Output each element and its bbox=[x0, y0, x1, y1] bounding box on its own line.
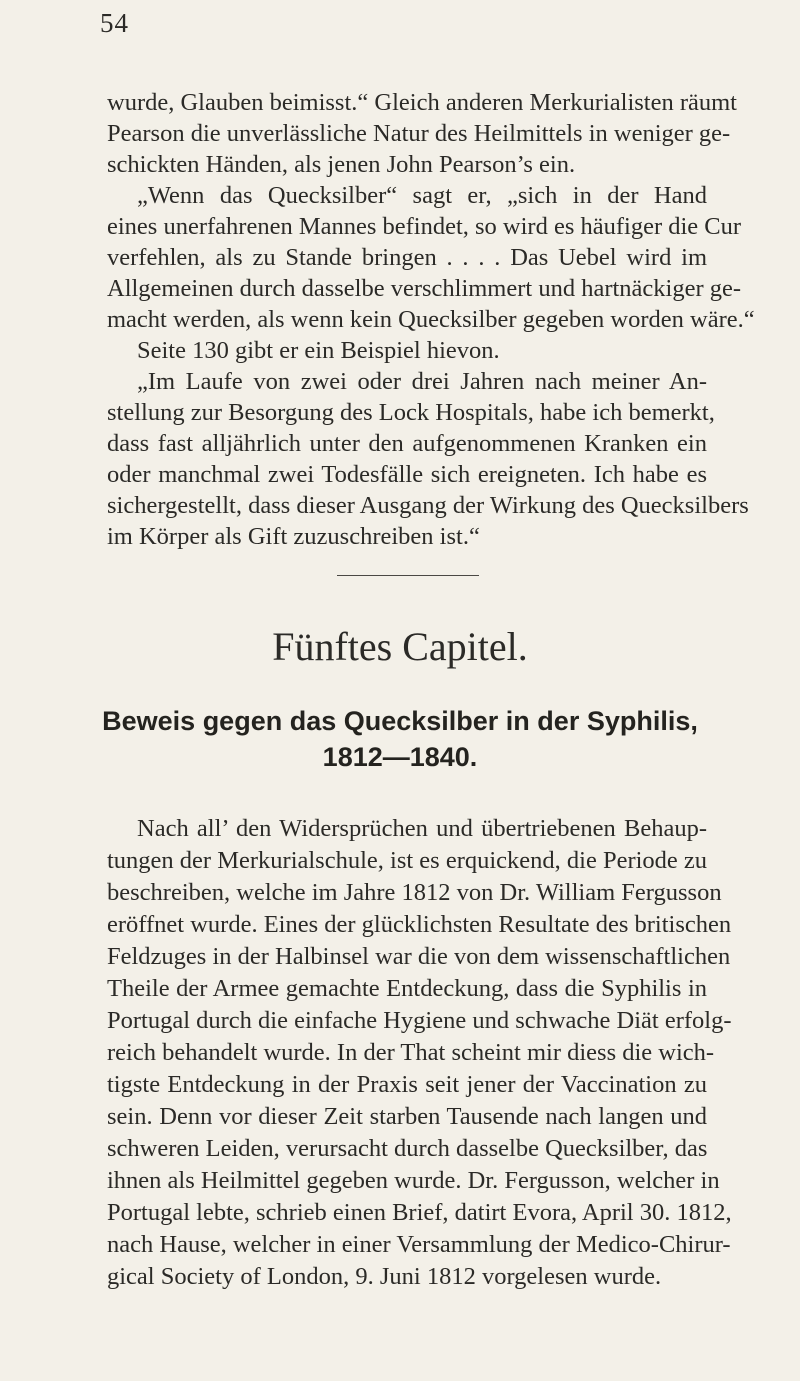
text-line: macht werden, als wenn kein Quecksilber gegeben worden wäre.“ bbox=[107, 306, 755, 333]
text-line: verfehlen, als zu Stande bringen . . . . Das Uebel wird im bbox=[107, 244, 707, 271]
page-number: 54 bbox=[100, 8, 129, 38]
chapter-title: Fünftes Capitel. bbox=[272, 624, 528, 669]
text-line: sein. Denn vor dieser Zeit starben Tausende nach langen und bbox=[107, 1103, 707, 1130]
text-line: schickten Händen, als jenen John Pearson’s ein. bbox=[107, 151, 576, 178]
text-line: ihnen als Heilmittel gegeben wurde. Dr. Fergusson, welcher in bbox=[107, 1167, 720, 1194]
text-line: Nach all’ den Widersprüchen und übertriebenen Behaup- bbox=[137, 815, 707, 842]
text-line: Portugal lebte, schrieb einen Brief, datirt Evora, April 30. 1812, bbox=[107, 1199, 732, 1226]
text-line: sichergestellt, dass dieser Ausgang der Wirkung des Quecksilbers bbox=[107, 492, 749, 519]
text-line: tigste Entdeckung in der Praxis seit jener der Vaccination zu bbox=[107, 1071, 707, 1098]
text-line: oder manchmal zwei Todesfälle sich ereigneten. Ich habe es bbox=[107, 461, 707, 488]
text-line: Portugal durch die einfache Hygiene und schwache Diät erfolg- bbox=[107, 1007, 732, 1034]
text-line: Theile der Armee gemachte Entdeckung, dass die Syphilis in bbox=[107, 975, 707, 1002]
text-line: reich behandelt wurde. In der That scheint mir diess die wich- bbox=[107, 1039, 715, 1066]
text-line: im Körper als Gift zuzuschreiben ist.“ bbox=[107, 523, 480, 550]
text-line: wurde, Glauben beimisst.“ Gleich anderen Merkurialisten räumt bbox=[107, 89, 737, 116]
section-heading-years: 1812—1840. bbox=[322, 742, 478, 772]
text-line: Allgemeinen durch dasselbe verschlimmert und hartnäckiger ge- bbox=[107, 275, 742, 302]
section-heading: Beweis gegen das Quecksilber in der Syphilis, bbox=[102, 706, 698, 736]
text-line: gical Society of London, 9. Juni 1812 vorgelesen wurde. bbox=[107, 1263, 662, 1290]
section-divider bbox=[337, 575, 479, 576]
text-line: Pearson die unverlässliche Natur des Heilmittels in weniger ge- bbox=[107, 120, 731, 147]
text-line: schweren Leiden, verursacht durch dasselbe Quecksilber, das bbox=[107, 1135, 708, 1162]
text-line: Seite 130 gibt er ein Beispiel hievon. bbox=[137, 337, 500, 364]
text-line: „Wenn das Quecksilber“ sagt er, „sich in der Hand bbox=[137, 182, 707, 209]
text-line: Feldzuges in der Halbinsel war die von dem wissenschaftlichen bbox=[107, 943, 731, 970]
text-line: nach Hause, welcher in einer Versammlung der Medico-Chirur- bbox=[107, 1231, 731, 1258]
text-line: stellung zur Besorgung des Lock Hospitals, habe ich bemerkt, bbox=[107, 399, 715, 426]
text-line: eines unerfahrenen Mannes befindet, so wird es häufiger die Cur bbox=[107, 213, 742, 240]
text-line: tungen der Merkurialschule, ist es erquickend, die Periode zu bbox=[107, 847, 708, 874]
text-line: dass fast alljährlich unter den aufgenommenen Kranken ein bbox=[107, 430, 707, 457]
text-line: beschreiben, welche im Jahre 1812 von Dr. William Fergusson bbox=[107, 879, 722, 906]
text-line: eröffnet wurde. Eines der glücklichsten Resultate des britischen bbox=[107, 911, 732, 938]
text-line: „Im Laufe von zwei oder drei Jahren nach meiner An- bbox=[137, 368, 707, 395]
